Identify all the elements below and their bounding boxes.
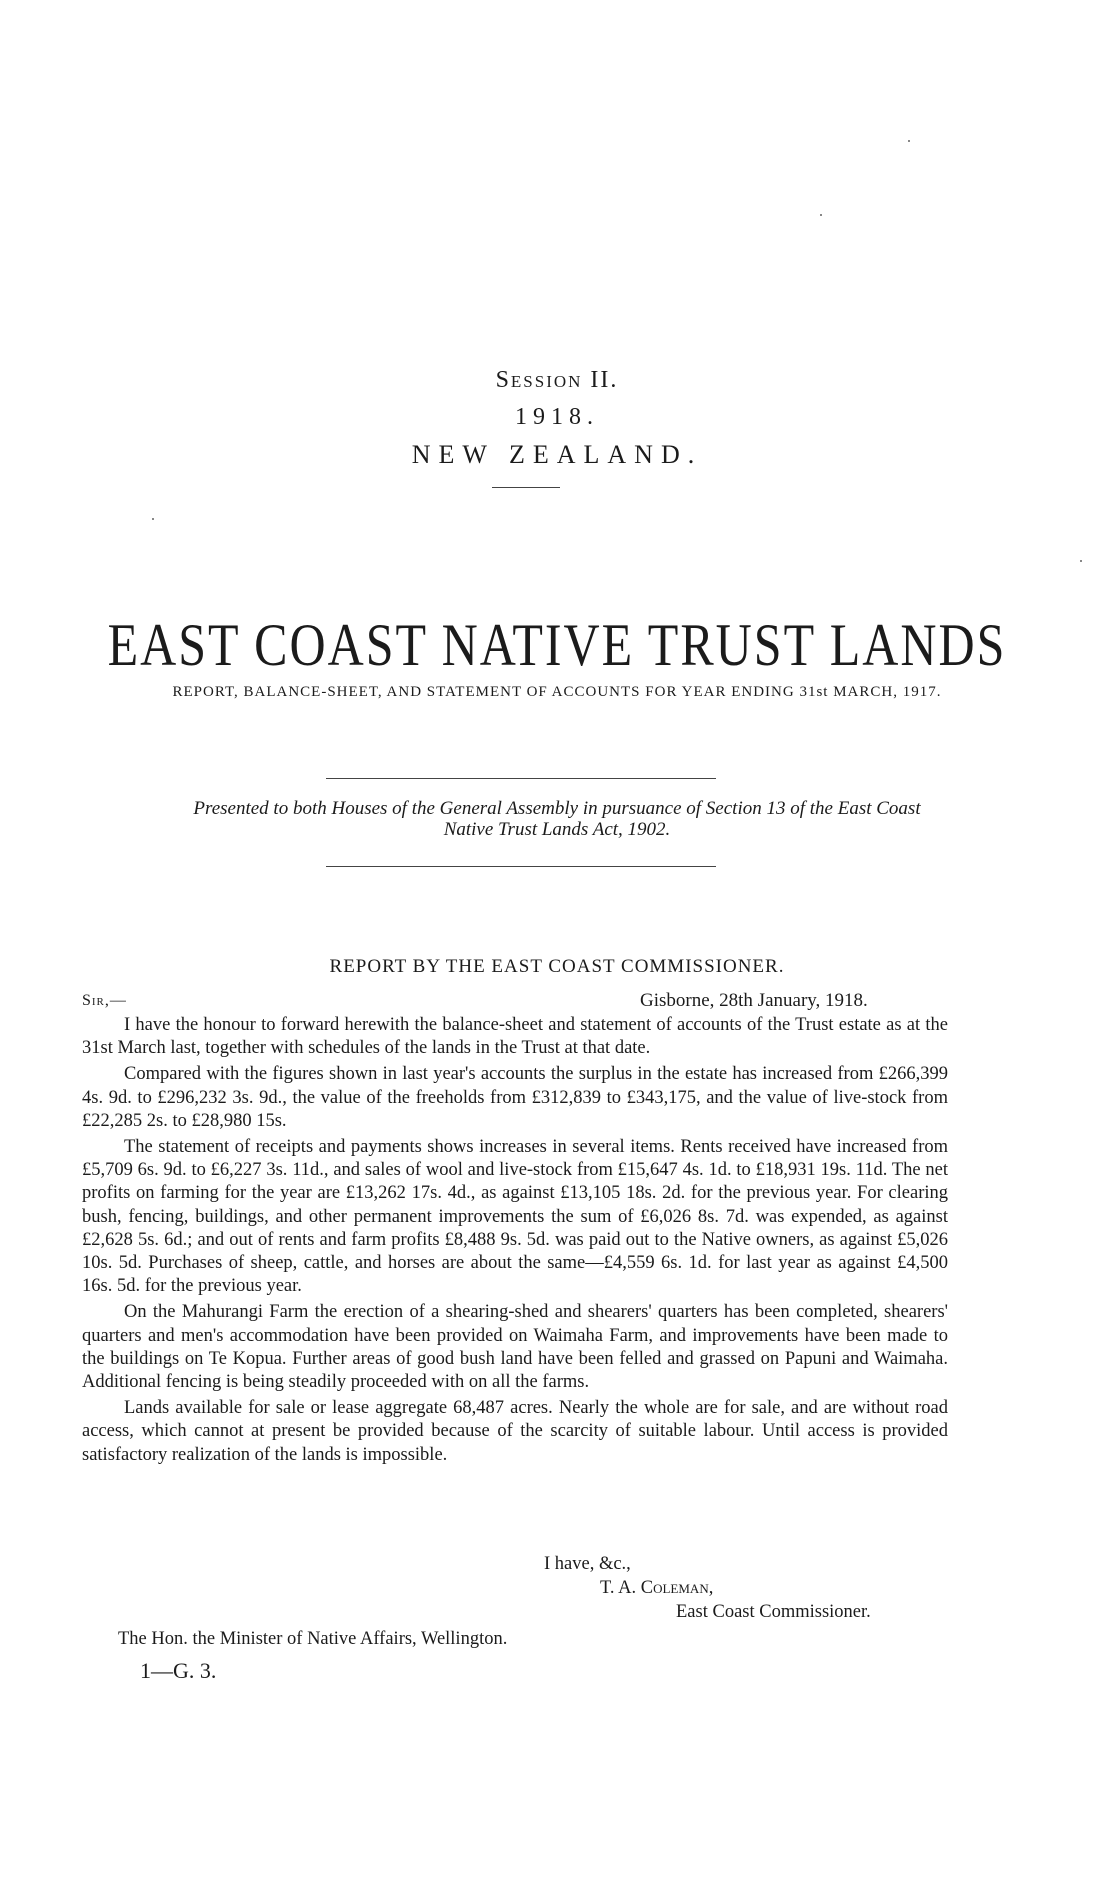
presented-top-divider [326,778,716,779]
report-body [82,1014,948,1470]
presented-line-1: Presented to both Houses of the General Assembly in pursuance of Section 13 of the East Coast [193,798,921,819]
paragraph: Lands available for sale or lease aggregate 68,487 acres. Nearly the whole are for sale, and are without road access, which cannot at present be provided because of the scarcity of suitable labour. Until access is provided satisfactory realization of the lands is impossible. [82,1398,948,1465]
salutation: Sir,— [82,992,127,1009]
page-reference: 1—G. 3. [140,1658,217,1683]
presented-bottom-divider [326,866,716,867]
paragraph: The statement of receipts and payments shows increases in several items. Rents received have increased from £5,709 6s. 9d. to £6,227 3s. 11d., and sales of wool and live-stock from £15,647 4s. 1d. to £18,931 19s. 11d. The net profits on farming for the year are £13,262 17s. 4d., as against £13,105 18s. 2d. for the previous year. For clearing bush, fencing, buildings, and other permanent improvements the sum of £6,026 8s. 7d. was expended, as against £2,628 5s. 6d.; and out of rents and farm profits £8,488 9s. 5d. was paid out to the Native owners, as against £5,026 10s. 5d. Purchases of sheep, cattle, and horses are about the same—£4,559 6s. 1d. for last year as against £4,500 16s. 5d. for the previous year. [82,1137,948,1297]
closing-line: I have, &c., [544,1554,631,1574]
presented-line-2: Native Trust Lands Act, 1902. [443,819,671,840]
letter-date: Gisborne, 28th January, 1918. [640,990,868,1011]
paragraph: I have the honour to forward herewith the balance-sheet and statement of accounts of the Trust estate as at the 31st March last, together with schedules of the lands in the Trust at that date. [82,1015,948,1059]
document-subtitle: REPORT, BALANCE-SHEET, AND STATEMENT OF ACCOUNTS FOR YEAR ENDING 31st MARCH, 1917. [172,684,942,700]
addressee: The Hon. the Minister of Native Affairs, Wellington. [118,1629,508,1649]
signatory-name: T. A. Coleman, [600,1578,714,1598]
document-title: EAST COAST NATIVE TRUST LANDS [107,611,1007,679]
signatory-title: East Coast Commissioner. [676,1602,871,1622]
session-label: Session II. [495,367,619,393]
scan-speck [152,518,154,520]
year-label: 1918. [515,404,599,430]
scan-speck [1080,560,1082,562]
presented-note [0,798,1114,840]
scan-speck [820,214,822,216]
paragraph: Compared with the figures shown in last year's accounts the surplus in the estate has increased from £266,399 4s. 9d. to £296,232 3s. 9d., the value of the freeholds from £312,839 to £343,175, and the value of live-stock from £22,285 2s. to £28,980 15s. [82,1064,948,1131]
paragraph: On the Mahurangi Farm the erection of a shearing-shed and shearers' quarters has been completed, shearers' quarters and men's accommodation have been provided on Waimaha Farm, and improvements have been made to the buildings on Te Kopua. Further areas of good bush land have been felled and grassed on Papuni and Waimaha. Additional fencing is being steadily proceeded with on all the farms. [82,1302,948,1393]
country-label: NEW ZEALAND. [411,440,703,469]
scan-speck [908,140,910,142]
header-divider [492,487,560,488]
report-title: REPORT BY THE EAST COAST COMMISSIONER. [329,956,785,977]
